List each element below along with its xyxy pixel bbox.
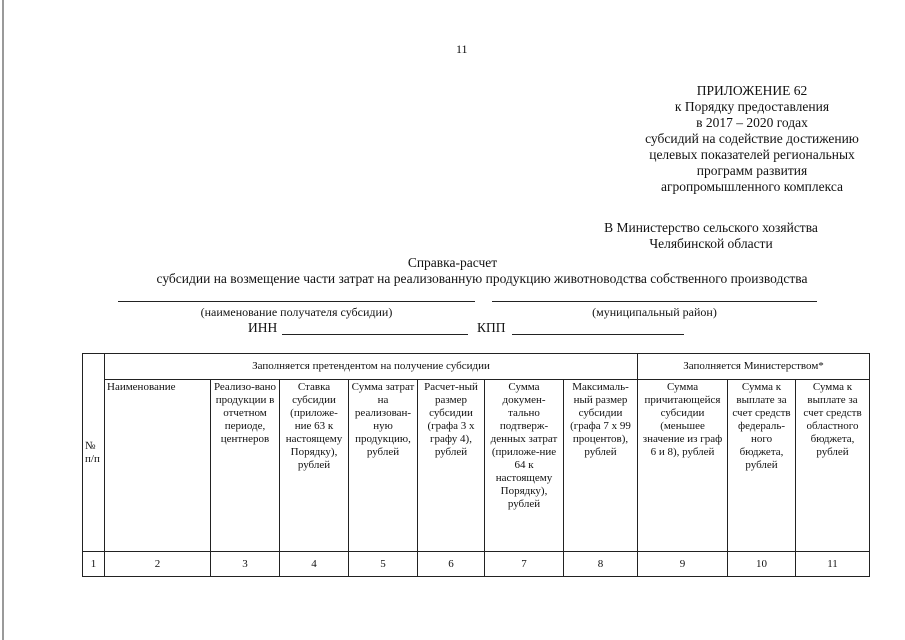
col-header: Наименование	[105, 380, 211, 552]
group-applicant-header: Заполняется претендентом на получение субсидии	[105, 354, 638, 380]
column-number-row	[83, 552, 870, 577]
inn-label: ИНН	[248, 320, 278, 335]
calculation-table	[82, 353, 870, 577]
kpp-label: КПП	[477, 320, 506, 335]
appendix-line: ПРИЛОЖЕНИЕ 62	[696, 83, 808, 98]
recipient-name-line	[118, 301, 475, 302]
appendix-line: агропромышленного комплекса	[661, 179, 843, 194]
appendix-line: субсидий на содействие достижению	[645, 131, 859, 146]
district-caption: (муниципальный район)	[592, 305, 717, 319]
col-header: Расчет-ный размер субсидии (графа 3 х графу 4), рублей	[418, 380, 485, 552]
col-header: Сумма затрат на реализован-ную продукцию, рублей	[349, 380, 418, 552]
col-number: 10	[728, 552, 796, 577]
col-header: Реализо-вано продукции в отчетном периоде, центнеров	[211, 380, 280, 552]
inn-line	[282, 334, 468, 335]
col-number: 11	[796, 552, 870, 577]
appendix-line: целевых показателей региональных	[649, 147, 855, 162]
district-line	[492, 301, 817, 302]
recipient-name-caption: (наименование получателя субсидии)	[200, 305, 393, 319]
page-number: 11	[456, 42, 468, 56]
col-number: 5	[349, 552, 418, 577]
addressee	[560, 220, 862, 252]
addressee-line: В Министерство сельского хозяйства	[604, 220, 818, 235]
col-header: Максималь-ный размер субсидии (графа 7 х 99 процентов), рублей	[564, 380, 638, 552]
appendix-header	[560, 83, 905, 195]
col-header: Сумма к выплате за счет средств федераль-ного бюджета, рублей	[728, 380, 796, 552]
page-edge-line	[2, 0, 4, 640]
appendix-line: программ развития	[696, 163, 808, 178]
col-header: Сумма докумен-тально подтверж-денных затрат (приложе-ние 64 к настоящему Порядку), рублей	[485, 380, 564, 552]
document-subtitle: субсидии на возмещение части затрат на реализованную продукцию животноводства собственного производства	[156, 271, 808, 286]
col-header: Сумма причитающейся субсидии (меньшее значение из граф 6 и 8), рублей	[638, 380, 728, 552]
col-header: Ставка субсидии (приложе-ние 63 к настоящему Порядку), рублей	[280, 380, 349, 552]
col-number: 6	[418, 552, 485, 577]
group-ministry-header: Заполняется Министерством*	[638, 354, 870, 380]
col-number: 1	[83, 552, 105, 577]
col-number: 3	[211, 552, 280, 577]
col-number: 8	[564, 552, 638, 577]
addressee-line: Челябинской области	[649, 236, 773, 251]
col-no-header: № п/п	[83, 354, 105, 552]
kpp-line	[512, 334, 684, 335]
col-number: 4	[280, 552, 349, 577]
document-title: Справка-расчет	[407, 255, 498, 270]
col-number: 2	[105, 552, 211, 577]
appendix-line: в 2017 – 2020 годах	[696, 115, 808, 130]
col-header: Сумма к выплате за счет средств областного бюджета, рублей	[796, 380, 870, 552]
appendix-line: к Порядку предоставления	[674, 99, 830, 114]
col-number: 7	[485, 552, 564, 577]
col-number: 9	[638, 552, 728, 577]
table-columns-row	[83, 380, 870, 552]
table-header-row	[83, 354, 870, 380]
